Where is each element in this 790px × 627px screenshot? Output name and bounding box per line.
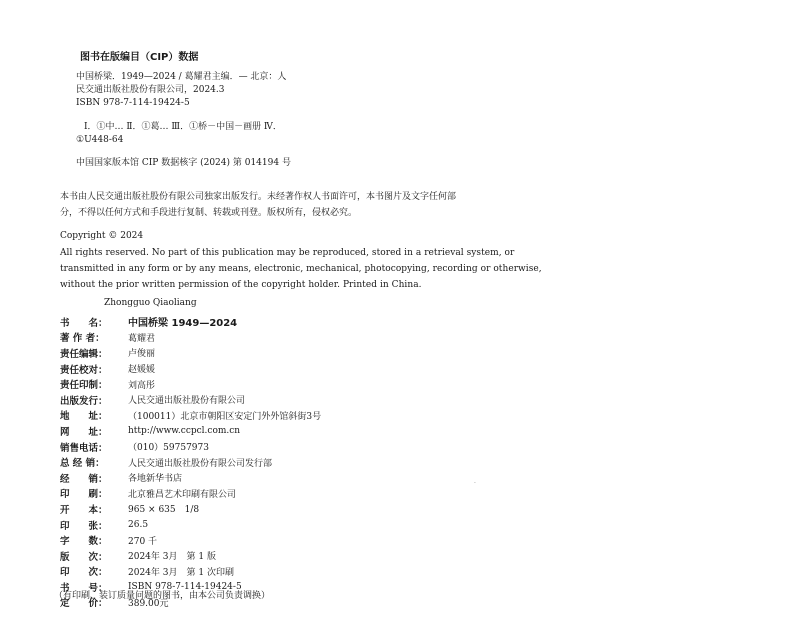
info-label: 责任印制： bbox=[60, 380, 108, 392]
info-value: 2024年 3月 第 1 次印刷 bbox=[128, 567, 234, 578]
info-row bbox=[60, 501, 480, 517]
info-label: 地 址： bbox=[60, 411, 108, 423]
info-row bbox=[60, 470, 480, 486]
info-label: 印 张： bbox=[60, 520, 108, 532]
english-notice-line-2: transmitted in any form or by any means, electronic, mechanical, photocopying, recording or otherwise, bbox=[60, 264, 542, 274]
info-label: 字 数： bbox=[60, 536, 108, 548]
info-value: 刘高彤 bbox=[128, 380, 156, 391]
info-row bbox=[60, 408, 480, 424]
info-label: 总 经 销： bbox=[60, 458, 105, 470]
info-row bbox=[60, 376, 480, 392]
cip-line-2: 民交通出版社股份有限公司，2024.3 bbox=[76, 85, 225, 95]
info-value: 北京雅昌艺术印刷有限公司 bbox=[128, 489, 237, 500]
copyright-line: Copyright © 2024 bbox=[60, 231, 144, 241]
info-value: 卢俊丽 bbox=[128, 349, 156, 360]
info-label: 书 号： bbox=[60, 582, 108, 594]
info-value: 中国桥梁 1949—2024 bbox=[128, 318, 238, 330]
info-value: 26.5 bbox=[128, 519, 149, 530]
info-row bbox=[60, 486, 480, 502]
info-row bbox=[60, 532, 480, 548]
info-row bbox=[60, 454, 480, 470]
info-value: （100011）北京市朝阳区安定门外外馆斜街3号 bbox=[128, 411, 322, 422]
info-value: 人民交通出版社股份有限公司发行部 bbox=[128, 458, 273, 469]
info-row bbox=[60, 361, 480, 377]
info-value: 965 × 635 1/8 bbox=[128, 505, 200, 516]
info-label: 著 作 者： bbox=[60, 333, 105, 345]
info-row bbox=[60, 423, 480, 439]
info-value: http://www.ccpcl.com.cn bbox=[128, 425, 241, 436]
info-value: 2024年 3月 第 1 版 bbox=[128, 552, 216, 563]
info-row bbox=[60, 548, 480, 564]
info-label: 经 销： bbox=[60, 473, 108, 485]
info-label: 责任校对： bbox=[60, 364, 108, 376]
info-label: 印 刷： bbox=[60, 489, 108, 501]
info-value: 389.00元 bbox=[128, 598, 169, 609]
pinyin-title: Zhongguo Qiaoliang bbox=[104, 298, 197, 308]
info-row bbox=[60, 345, 480, 361]
info-label: 定 价： bbox=[60, 598, 108, 610]
info-value: （010）59757973 bbox=[128, 443, 209, 454]
info-row bbox=[60, 564, 480, 580]
cip-isbn: ISBN 978-7-114-19424-5 bbox=[76, 98, 190, 108]
info-value: 各地新华书店 bbox=[128, 474, 183, 485]
info-row bbox=[60, 439, 480, 455]
english-notice-line-3: without the prior written permission of the copyright holder. Printed in China. bbox=[60, 280, 422, 290]
info-row bbox=[60, 392, 480, 408]
cip-title: 图书在版编目（CIP）数据 bbox=[80, 52, 199, 63]
info-value: 赵媛媛 bbox=[128, 365, 156, 376]
info-value: 人民交通出版社股份有限公司 bbox=[128, 396, 246, 407]
info-row bbox=[60, 517, 480, 533]
info-label: 印 次： bbox=[60, 567, 108, 579]
info-label: 销售电话： bbox=[60, 442, 108, 454]
info-label: 开 本： bbox=[60, 504, 108, 516]
cip-registry-number: 中国国家版本馆 CIP 数据核字 (2024) 第 014194 号 bbox=[76, 158, 291, 168]
info-value: 葛耀君 bbox=[128, 333, 156, 344]
english-notice-line-1: All rights reserved. No part of this publication may be reproduced, stored in a retrieval system, or bbox=[60, 248, 515, 258]
info-label: 版 次： bbox=[60, 551, 108, 563]
cip-line-1: 中国桥梁．1949—2024 / 葛耀君主编．— 北京：人 bbox=[76, 72, 287, 82]
quality-footnote: （有印刷、装订质量问题的图书，由本公司负责调换） bbox=[54, 591, 271, 601]
rights-statement-line-1: 本书由人民交通出版社股份有限公司独家出版发行。未经著作权人书面许可，本书图片及文字任何部 bbox=[60, 192, 457, 202]
cip-class-code: ①U448-64 bbox=[76, 135, 124, 145]
rights-statement-line-2: 分，不得以任何方式和手段进行复制、转载或刊登。版权所有，侵权必究。 bbox=[60, 208, 358, 218]
info-label: 书 名： bbox=[60, 317, 108, 329]
info-value: ISBN 978-7-114-19424-5 bbox=[128, 581, 242, 592]
info-label: 责任编辑： bbox=[60, 348, 108, 360]
info-label: 出版发行： bbox=[60, 395, 108, 407]
publication-info bbox=[60, 314, 480, 610]
cip-classification: Ⅰ．①中… Ⅱ．①葛… Ⅲ．①桥－中国－画册 Ⅳ． bbox=[84, 122, 282, 132]
info-value: 270 千 bbox=[128, 536, 158, 547]
info-label: 网 址： bbox=[60, 426, 108, 438]
stray-mark: · bbox=[474, 480, 476, 487]
info-row bbox=[60, 330, 480, 346]
info-row bbox=[60, 314, 480, 330]
